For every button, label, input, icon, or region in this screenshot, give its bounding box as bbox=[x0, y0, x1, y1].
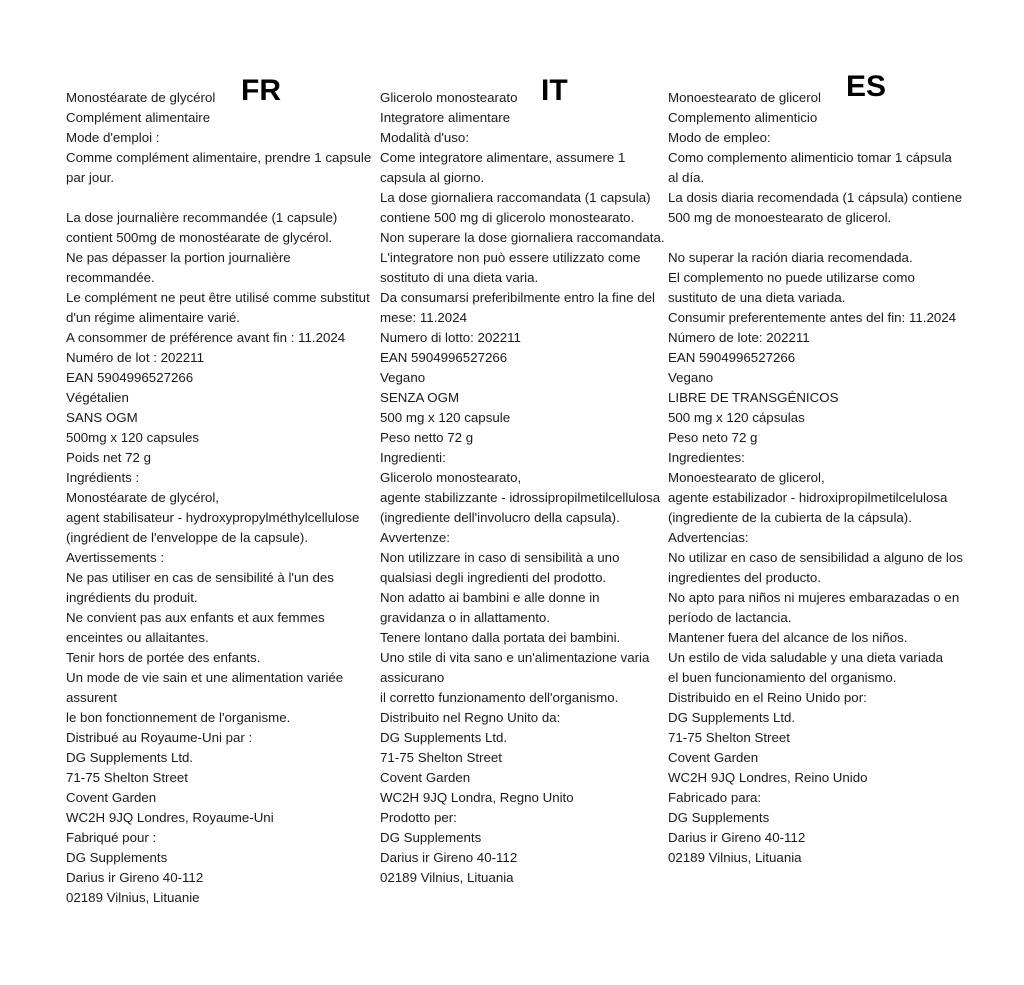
label-line: Integratore alimentare bbox=[380, 110, 511, 125]
label-line: Uno stile di vita sano e un'alimentazione varia assicurano bbox=[380, 650, 654, 685]
label-line: il corretto funzionamento dell'organismo. bbox=[380, 690, 619, 705]
label-line: Distribuito nel Regno Unito da: bbox=[380, 710, 561, 725]
label-line: DG Supplements bbox=[66, 850, 168, 865]
label-line: DG Supplements Ltd. bbox=[380, 730, 508, 745]
label-line: EAN 5904996527266 bbox=[668, 350, 796, 365]
label-line: Número de lote: 202211 bbox=[668, 330, 810, 345]
label-line: 71-75 Shelton Street bbox=[380, 750, 502, 765]
label-line: Ingrédients : bbox=[66, 470, 140, 485]
label-line: Monoestearato de glicerol, bbox=[668, 470, 825, 485]
label-line: Tenere lontano dalla portata dei bambini. bbox=[380, 630, 621, 645]
label-line: WC2H 9JQ Londres, Royaume-Uni bbox=[66, 810, 274, 825]
label-line: Modo de empleo: bbox=[668, 130, 771, 145]
label-line: WC2H 9JQ Londra, Regno Unito bbox=[380, 790, 574, 805]
label-line: DG Supplements bbox=[668, 810, 770, 825]
label-line: Modalità d'uso: bbox=[380, 130, 470, 145]
label-line: Tenir hors de portée des enfants. bbox=[66, 650, 261, 665]
label-line: Ingredienti: bbox=[380, 450, 446, 465]
label-line: 02189 Vilnius, Lituania bbox=[380, 870, 514, 885]
label-line: DG Supplements Ltd. bbox=[66, 750, 194, 765]
label-line: El complemento no puede utilizarse como sustituto de una dieta variada. bbox=[668, 270, 919, 305]
label-line: Darius ir Gireno 40-112 bbox=[668, 830, 806, 845]
label-spacer bbox=[668, 228, 963, 248]
label-line: A consommer de préférence avant fin : 11.2024 bbox=[66, 330, 346, 345]
label-line: Monostéarate de glycérol bbox=[66, 90, 216, 105]
language-tag-fr: FR bbox=[241, 74, 281, 107]
label-line: Végétalien bbox=[66, 390, 129, 405]
label-line: Numero di lotto: 202211 bbox=[380, 330, 521, 345]
label-line: SANS OGM bbox=[66, 410, 138, 425]
label-line: Ingredientes: bbox=[668, 450, 745, 465]
label-line: L'integratore non può essere utilizzato come sostituto di una dieta varia. bbox=[380, 250, 645, 285]
label-line: 500 mg x 120 cápsulas bbox=[668, 410, 805, 425]
label-line: La dose journalière recommandée (1 capsule) contient 500mg de monostéarate de glycérol. bbox=[66, 210, 341, 245]
label-line: Glicerolo monostearato bbox=[380, 90, 518, 105]
label-line: Non utilizzare in caso di sensibilità a uno qualsiasi degli ingredienti del prodotto. bbox=[380, 550, 624, 585]
label-line: agente stabilizzante - idrossipropilmetilcellulosa (ingrediente dell'involucro della capsula). bbox=[380, 490, 664, 525]
label-line: Vegano bbox=[380, 370, 426, 385]
label-line: Fabriqué pour : bbox=[66, 830, 157, 845]
label-line: 71-75 Shelton Street bbox=[668, 730, 790, 745]
label-line: Distribué au Royaume-Uni par : bbox=[66, 730, 253, 745]
label-line: Numéro de lot : 202211 bbox=[66, 350, 204, 365]
label-line: SENZA OGM bbox=[380, 390, 460, 405]
label-line: Complemento alimenticio bbox=[668, 110, 818, 125]
label-column-it bbox=[380, 88, 668, 888]
label-line: Monostéarate de glycérol, bbox=[66, 490, 219, 505]
label-line: WC2H 9JQ Londres, Reino Unido bbox=[668, 770, 868, 785]
label-line: 02189 Vilnius, Lituanie bbox=[66, 890, 200, 905]
label-line: Darius ir Gireno 40-112 bbox=[380, 850, 518, 865]
label-line: Glicerolo monostearato, bbox=[380, 470, 522, 485]
label-line: LIBRE DE TRANSGÉNICOS bbox=[668, 390, 839, 405]
label-line: Non adatto ai bambini e alle donne in gravidanza o in allattamento. bbox=[380, 590, 604, 625]
label-line: Advertencias: bbox=[668, 530, 749, 545]
label-line: DG Supplements bbox=[380, 830, 482, 845]
label-line: 500 mg x 120 capsule bbox=[380, 410, 511, 425]
label-line: 02189 Vilnius, Lituania bbox=[668, 850, 802, 865]
label-line: Un estilo de vida saludable y una dieta variada bbox=[668, 650, 943, 665]
label-line: Mantener fuera del alcance de los niños. bbox=[668, 630, 908, 645]
label-line: Peso neto 72 g bbox=[668, 430, 758, 445]
label-line: Vegano bbox=[668, 370, 714, 385]
label-line: Monoestearato de glicerol bbox=[668, 90, 822, 105]
label-line: DG Supplements Ltd. bbox=[668, 710, 796, 725]
label-line: Le complément ne peut être utilisé comme substitut d'un régime alimentaire varié. bbox=[66, 290, 374, 325]
label-line: No superar la ración diaria recomendada. bbox=[668, 250, 913, 265]
label-line: Avertissements : bbox=[66, 550, 165, 565]
label-spacer bbox=[66, 188, 374, 208]
label-line: le bon fonctionnement de l'organisme. bbox=[66, 710, 291, 725]
label-line: Covent Garden bbox=[380, 770, 471, 785]
label-line: La dose giornaliera raccomandata (1 capsula) contiene 500 mg di glicerolo monostearato. bbox=[380, 190, 655, 225]
label-line: EAN 5904996527266 bbox=[66, 370, 194, 385]
label-line: Avvertenze: bbox=[380, 530, 450, 545]
label-line: Ne pas utiliser en cas de sensibilité à l'un des ingrédients du produit. bbox=[66, 570, 338, 605]
label-column-fr bbox=[66, 88, 374, 908]
label-line: Ne pas dépasser la portion journalière recommandée. bbox=[66, 250, 295, 285]
label-column-es bbox=[668, 88, 967, 868]
label-line: La dosis diaria recomendada (1 cápsula) contiene 500 mg de monoestearato de glicerol. bbox=[668, 190, 966, 225]
label-line: 71-75 Shelton Street bbox=[66, 770, 188, 785]
label-line: Prodotto per: bbox=[380, 810, 457, 825]
label-line: Comme complément alimentaire, prendre 1 capsule par jour. bbox=[66, 150, 375, 185]
label-line: Como complemento alimenticio tomar 1 cápsula al día. bbox=[668, 150, 956, 185]
label-line: Darius ir Gireno 40-112 bbox=[66, 870, 204, 885]
label-line: Un mode de vie sain et une alimentation variée assurent bbox=[66, 670, 347, 705]
label-line: Covent Garden bbox=[66, 790, 157, 805]
label-line: el buen funcionamiento del organismo. bbox=[668, 670, 897, 685]
label-line: Consumir preferentemente antes del fin: 11.2024 bbox=[668, 310, 957, 325]
label-line: Ne convient pas aux enfants et aux femmes enceintes ou allaitantes. bbox=[66, 610, 329, 645]
label-line: Mode d'emploi : bbox=[66, 130, 160, 145]
label-line: Peso netto 72 g bbox=[380, 430, 474, 445]
label-line: No utilizar en caso de sensibilidad a alguno de los ingredientes del producto. bbox=[668, 550, 967, 585]
label-line: 500mg x 120 capsules bbox=[66, 430, 200, 445]
language-tag-es: ES bbox=[846, 70, 887, 103]
label-line: Da consumarsi preferibilmente entro la fine del mese: 11.2024 bbox=[380, 290, 659, 325]
label-line: Poids net 72 g bbox=[66, 450, 152, 465]
label-line: Come integratore alimentare, assumere 1 capsula al giorno. bbox=[380, 150, 630, 185]
label-line: agente estabilizador - hidroxipropilmetilcelulosa (ingrediente de la cubierta de la cápsula). bbox=[668, 490, 952, 525]
label-line: EAN 5904996527266 bbox=[380, 350, 508, 365]
label-line: Distribuido en el Reino Unido por: bbox=[668, 690, 867, 705]
label-line: agent stabilisateur - hydroxypropylméthylcellulose (ingrédient de l'enveloppe de la capsule). bbox=[66, 510, 364, 545]
label-line: Covent Garden bbox=[668, 750, 759, 765]
label-line: Fabricado para: bbox=[668, 790, 762, 805]
label-line: No apto para niños ni mujeres embarazadas o en período de lactancia. bbox=[668, 590, 963, 625]
label-line: Non superare la dose giornaliera raccomandata. bbox=[380, 230, 665, 245]
language-tag-it: IT bbox=[541, 74, 568, 107]
label-line: Complément alimentaire bbox=[66, 110, 211, 125]
